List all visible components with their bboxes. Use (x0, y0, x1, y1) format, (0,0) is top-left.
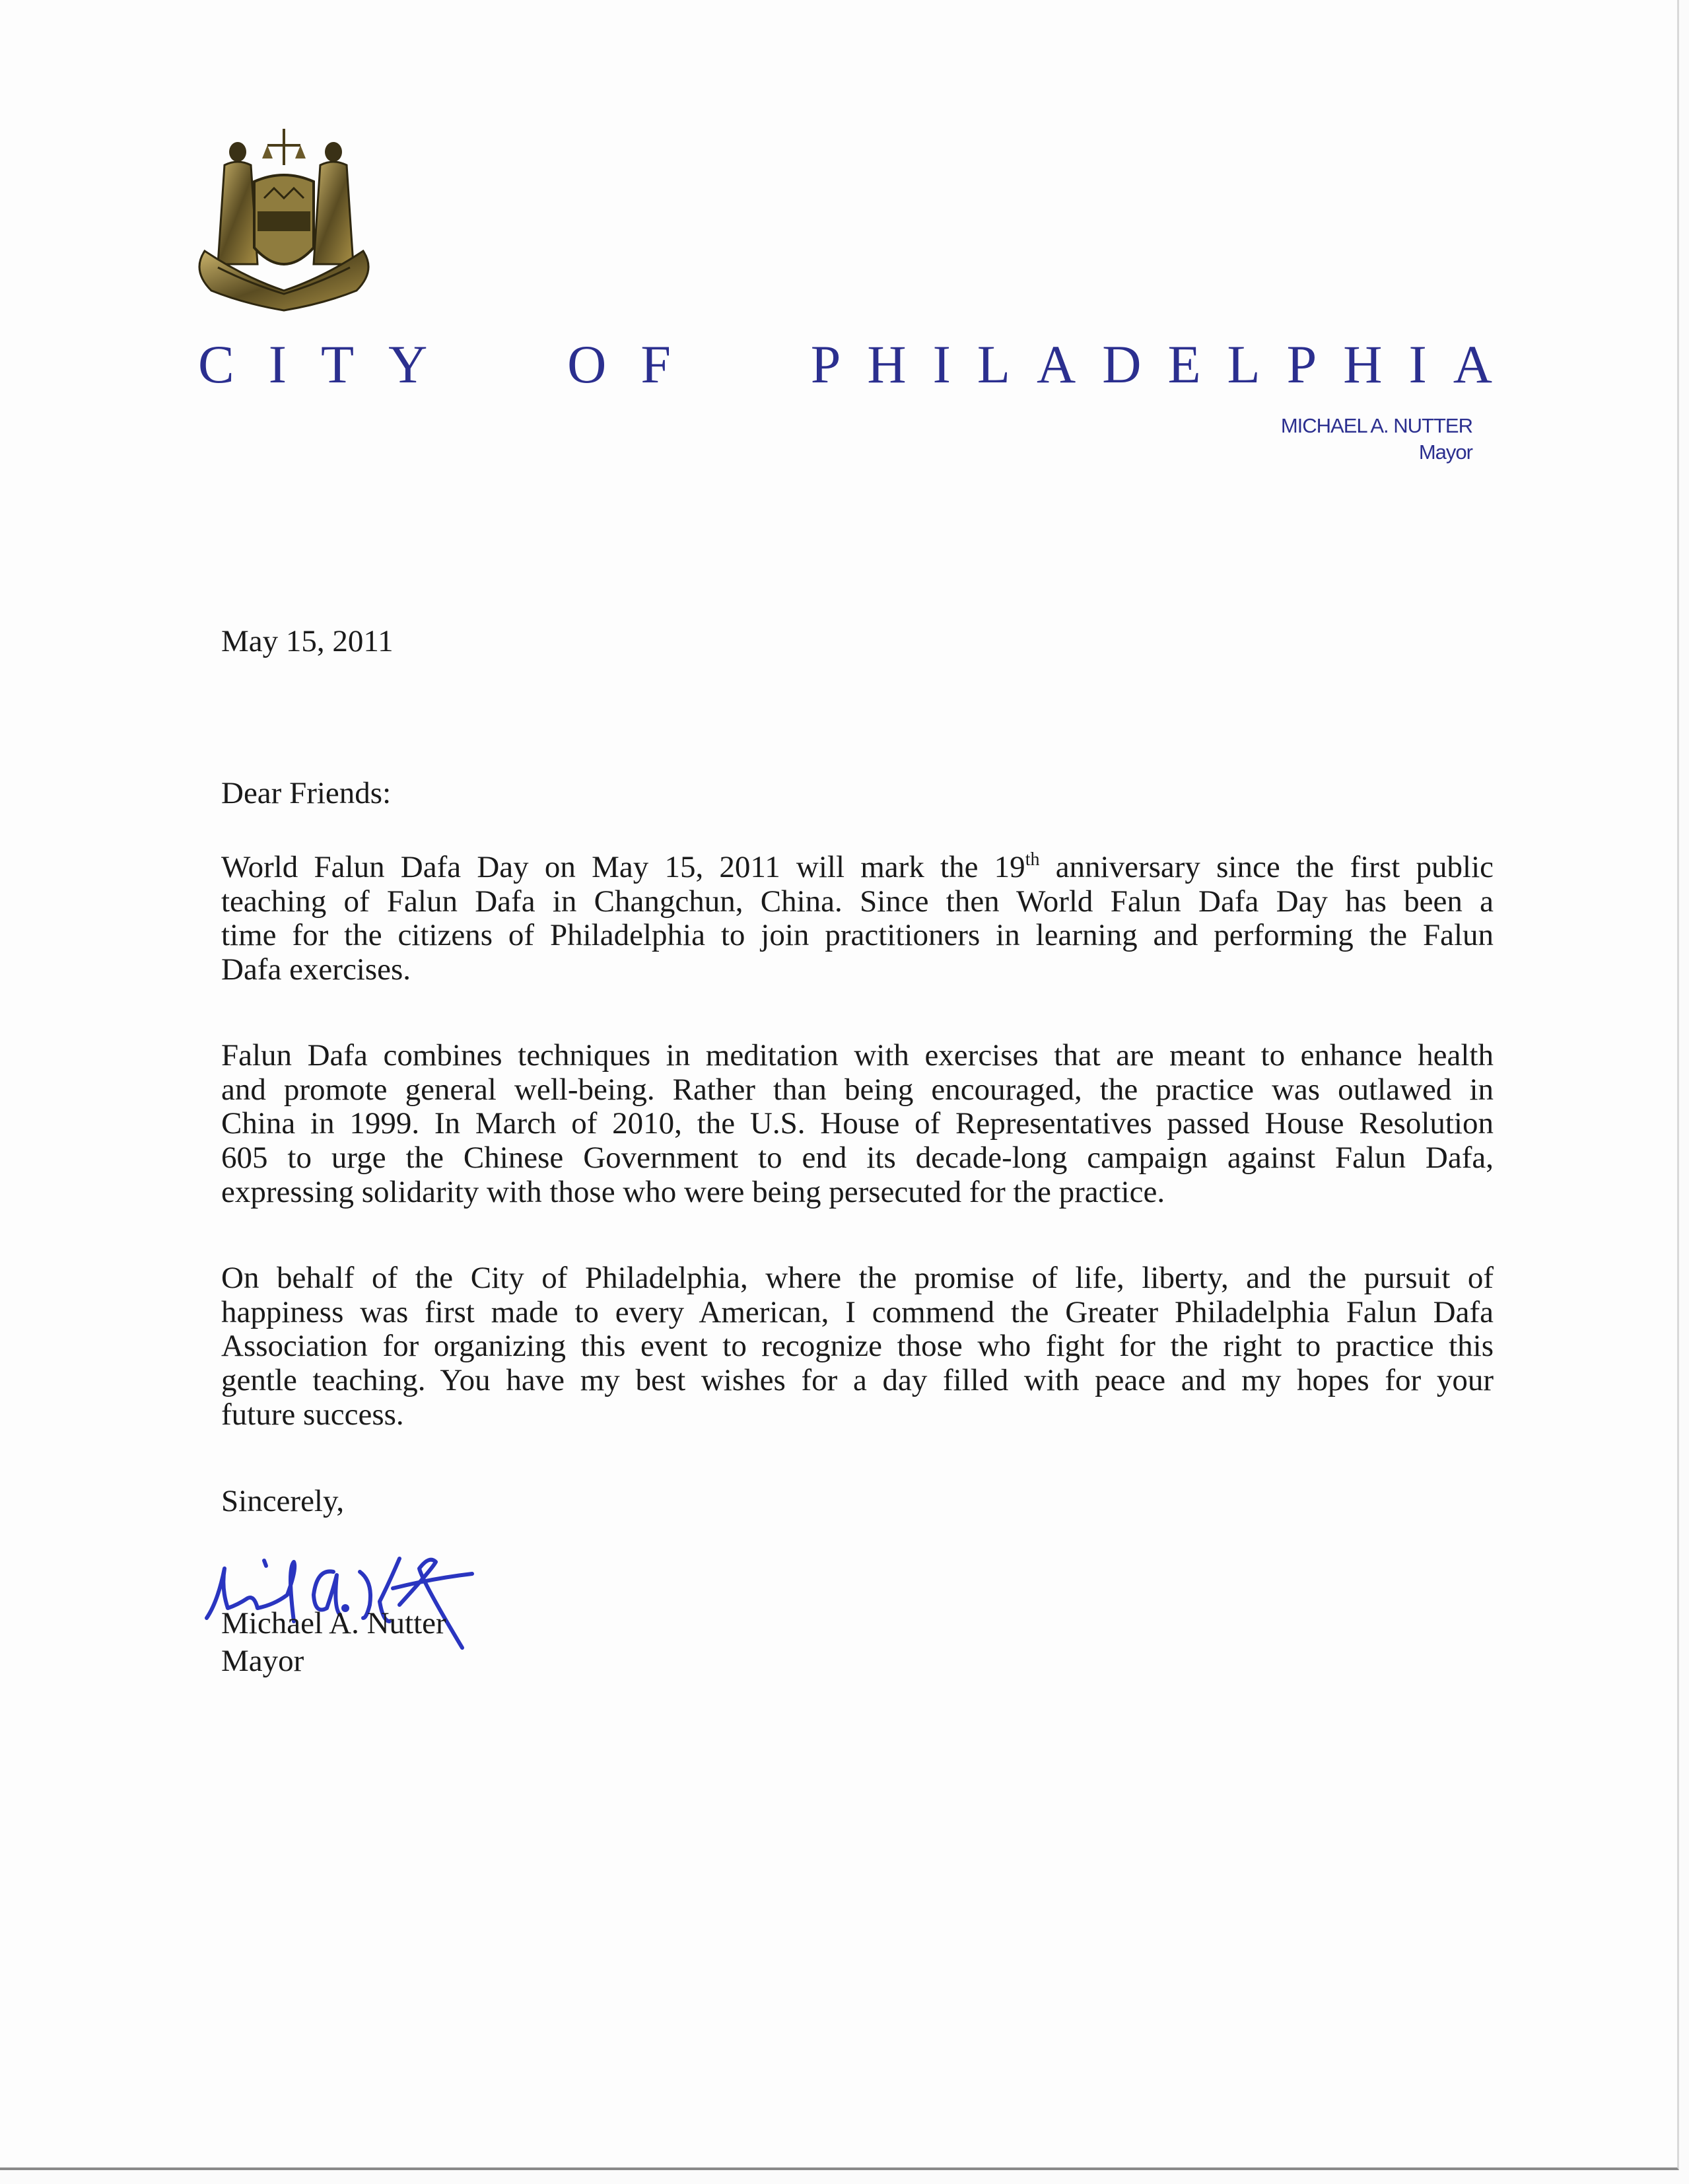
letterhead-mayor-title: Mayor (1418, 440, 1472, 464)
paragraph-line: Falun Dafa combines techniques in meditation with exercises that are meant to enhance health (221, 1038, 1494, 1073)
paragraph-3 (221, 1261, 1494, 1432)
title-word-city: CITY (198, 334, 462, 394)
salutation: Dear Friends: (221, 776, 392, 810)
paragraph-1 (221, 851, 1494, 987)
paragraph-line: time for the citizens of Philadelphia to join practitioners in learning and performing the Falun (221, 918, 1494, 953)
letterhead-mayor-name: MICHAEL A. NUTTER (1280, 414, 1472, 437)
paragraph-line: On behalf of the City of Philadelphia, where the promise of life, liberty, and the pursuit of (221, 1261, 1494, 1295)
paragraph-2 (221, 1039, 1494, 1210)
letter-date: May 15, 2011 (221, 624, 394, 658)
paragraph-line: teaching of Falun Dafa in Changchun, China. Since then World Falun Dafa Day has been a (221, 884, 1494, 919)
title-word-philadelphia: PHILADELPHIA (810, 334, 1519, 394)
text-run: anniversary since the first public (1039, 850, 1494, 884)
paragraph-line: China in 1999. In March of 2010, the U.S. House of Representatives passed House Resolution (221, 1106, 1494, 1141)
signer-title: Mayor (221, 1644, 304, 1678)
title-word-of: OF (567, 334, 705, 394)
closing: Sincerely, (221, 1484, 345, 1518)
signer-name: Michael A. Nutter (221, 1606, 446, 1640)
letterhead-title (198, 334, 1519, 396)
superscript: th (1025, 849, 1040, 870)
paragraph-line (221, 851, 1494, 885)
letterhead-mayor (1281, 413, 1472, 466)
paragraph-line: Dafa exercises. (221, 952, 411, 987)
city-seal-icon (191, 125, 416, 317)
paragraph-line: expressing solidarity with those who were being persecuted for the practice. (221, 1174, 1165, 1209)
paragraph-line: 605 to urge the Chinese Government to end its decade-long campaign against Falun Dafa, (221, 1141, 1494, 1176)
paragraph-line: gentle teaching. You have my best wishes for a day filled with peace and my hopes for your (221, 1363, 1494, 1398)
paragraph-line: happiness was first made to every American, I commend the Greater Philadelphia Falun Dafa (221, 1294, 1494, 1329)
paragraph-line: future success. (221, 1397, 404, 1432)
paragraph-line: and promote general well-being. Rather than being encouraged, the practice was outlawed in (221, 1072, 1494, 1107)
paragraph-line: Association for organizing this event to recognize those who fight for the right to practice this (221, 1329, 1494, 1364)
text-run: World Falun Dafa Day on May 15, 2011 will mark the 19 (221, 850, 1025, 884)
